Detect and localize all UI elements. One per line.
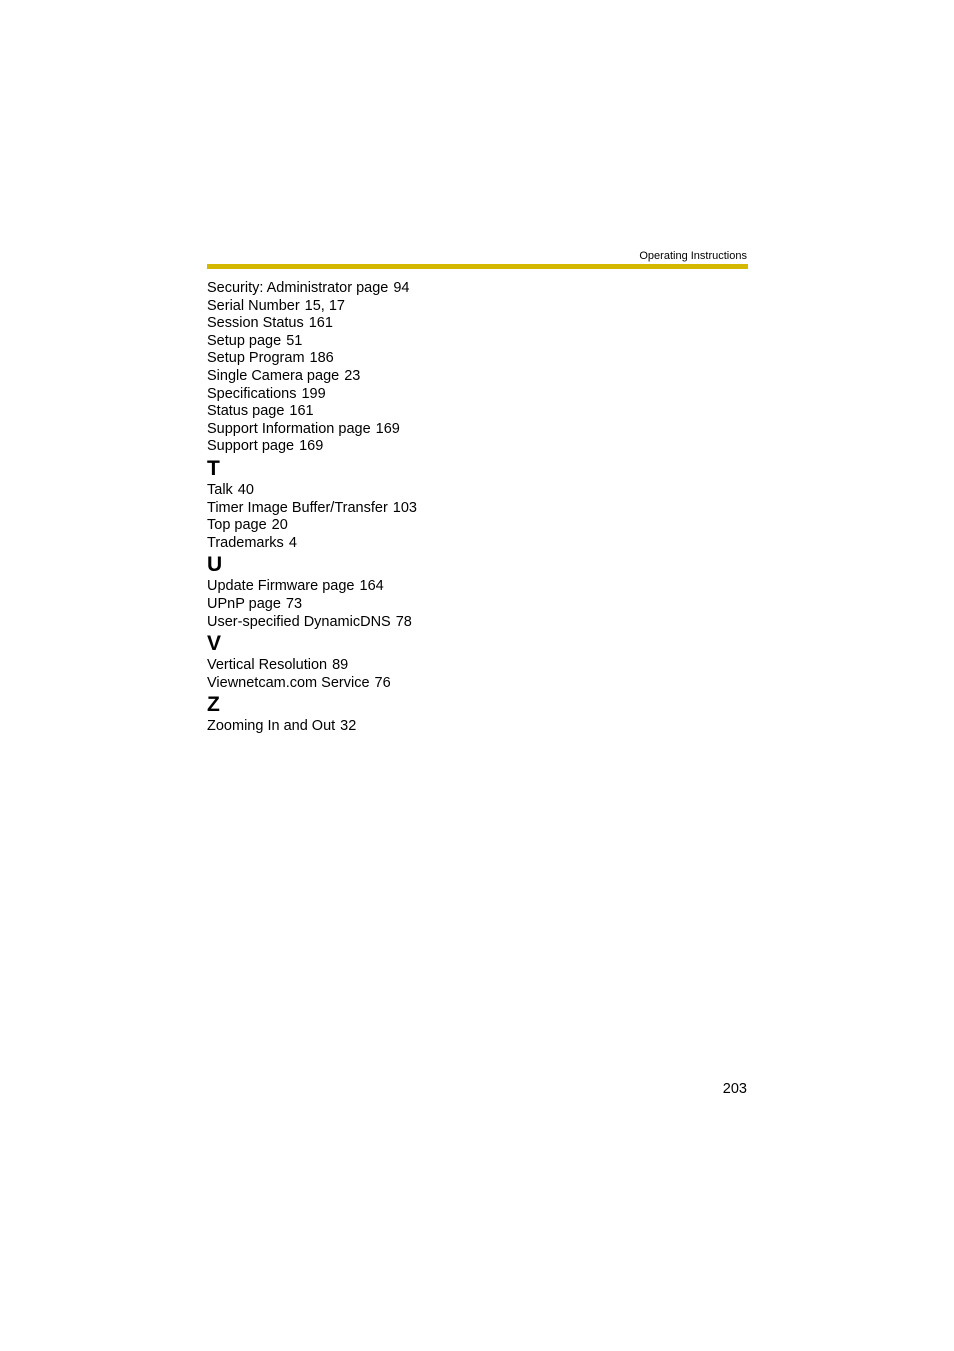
running-header: Operating Instructions [639, 250, 747, 262]
index-letter-heading: V [207, 632, 222, 656]
index-entry [207, 421, 607, 439]
index-entry [207, 298, 607, 316]
index-entry [207, 535, 607, 553]
header-rule [207, 264, 748, 269]
index-pages: 199 [301, 385, 326, 402]
page-number: 203 [722, 1081, 747, 1097]
index-entry [207, 596, 607, 614]
index-pages: 103 [392, 499, 417, 516]
index-entry [207, 350, 607, 368]
index-entry [207, 403, 607, 421]
index-entry [207, 614, 607, 632]
index-pages: 78 [395, 613, 412, 630]
index-entry [207, 333, 607, 351]
index-term: Single Camera page [207, 367, 340, 384]
index-pages: 15, 17 [304, 297, 345, 314]
index-term: Talk [207, 481, 233, 498]
index-pages: 94 [393, 280, 410, 296]
index-term: User-specified DynamicDNS [207, 613, 391, 630]
index-term: Status page [207, 403, 285, 420]
index-pages: 186 [309, 350, 334, 367]
index-letter-heading: T [207, 456, 220, 480]
index-letter-heading: U [207, 553, 223, 577]
index-term: Setup page [207, 332, 282, 349]
index-entry [207, 718, 607, 736]
index-entry [207, 657, 607, 675]
index-term: Zooming In and Out [207, 718, 336, 735]
index-section-z [207, 692, 607, 736]
index-pages: 4 [288, 534, 297, 551]
index-term: Security: Administrator page [207, 280, 389, 296]
index-pages: 51 [286, 332, 303, 349]
index-pages: 169 [299, 438, 324, 455]
index-section-u [207, 552, 607, 631]
index-entry [207, 386, 607, 404]
index-term: Setup Program [207, 350, 305, 367]
index-term: Timer Image Buffer/Transfer [207, 499, 388, 516]
index-pages: 32 [340, 718, 357, 735]
index-section-t [207, 456, 607, 552]
index-pages: 20 [271, 517, 288, 534]
index-term: Support page [207, 438, 295, 455]
index-pages: 169 [375, 420, 400, 437]
index-pages: 73 [285, 595, 303, 612]
index-pages: 89 [332, 657, 349, 674]
index-pages: 164 [359, 578, 384, 595]
index-entry [207, 280, 607, 298]
index-pages: 161 [308, 315, 333, 332]
index-term: Vertical Resolution [207, 657, 328, 674]
index-entry [207, 675, 607, 693]
index-letter-heading: Z [207, 693, 220, 717]
index-pages: 76 [374, 674, 391, 691]
index-entry [207, 368, 607, 386]
index-entry [207, 500, 607, 518]
index-pages: 40 [237, 481, 254, 498]
index-entry [207, 482, 607, 500]
index-term: Update Firmware page [207, 578, 355, 595]
index-term: Viewnetcam.com Service [207, 674, 370, 691]
index-pages: 161 [289, 403, 314, 420]
index-entry [207, 438, 607, 456]
index-pages: 23 [344, 367, 361, 384]
index-list [207, 280, 607, 736]
index-entry [207, 578, 607, 596]
index-term: Specifications [207, 385, 297, 402]
index-section-s [207, 280, 607, 456]
index-term: Serial Number [207, 297, 300, 314]
index-term: Session Status [207, 315, 304, 332]
index-term: Support Information page [207, 420, 371, 437]
index-entry [207, 517, 607, 535]
index-term: UPnP page [207, 595, 281, 612]
index-term: Top page [207, 517, 267, 534]
index-section-v [207, 631, 607, 692]
index-entry [207, 315, 607, 333]
index-term: Trademarks [207, 534, 284, 551]
